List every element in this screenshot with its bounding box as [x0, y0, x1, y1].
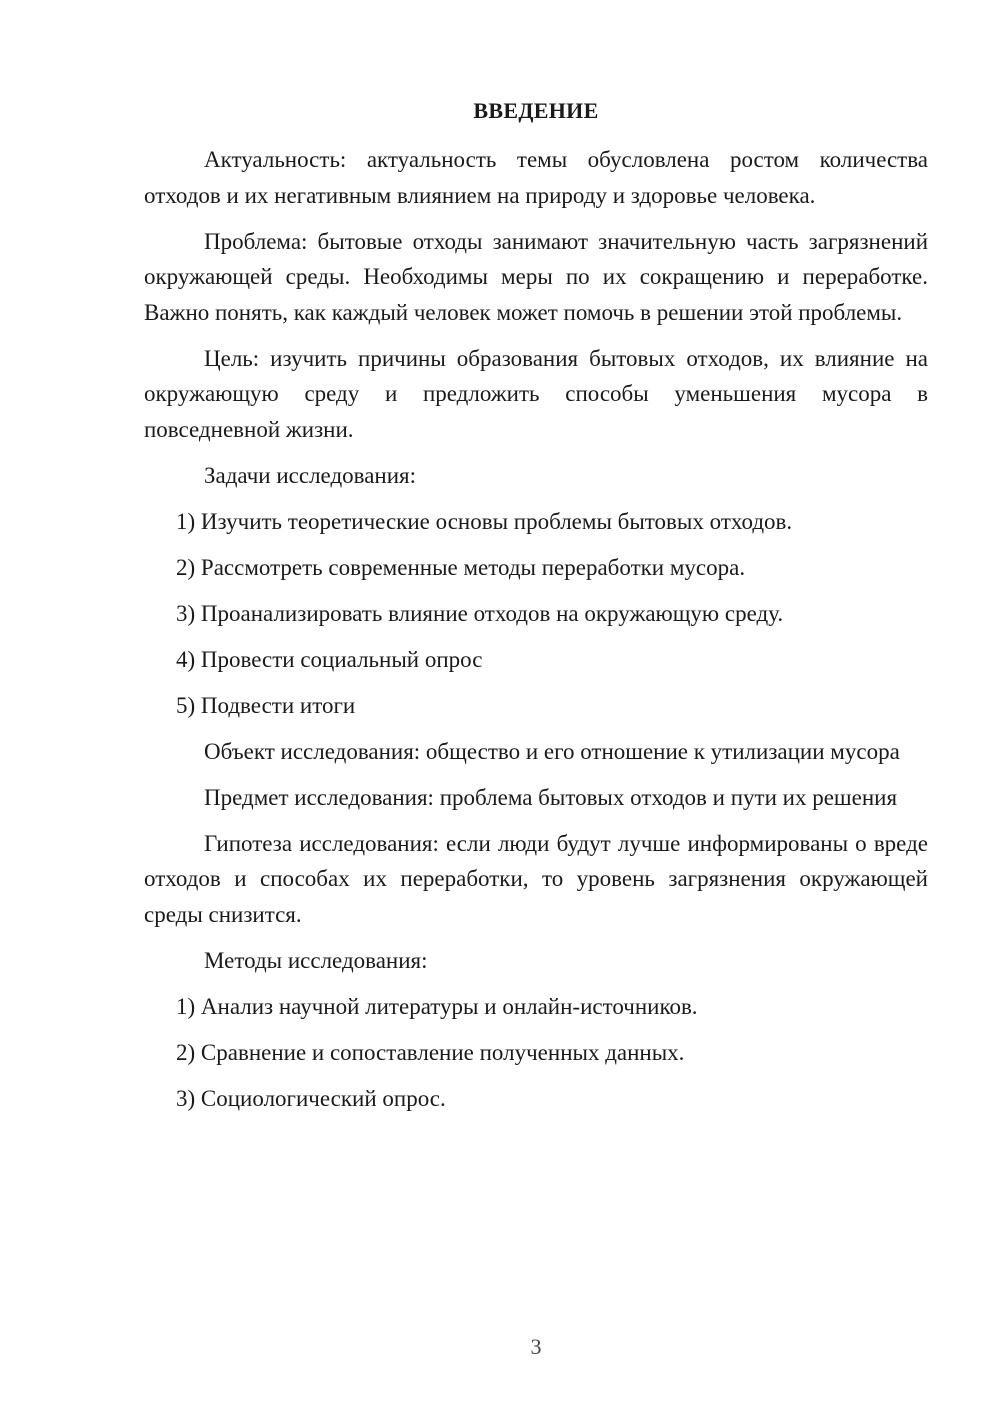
- page-title: ВВЕДЕНИЕ: [473, 98, 599, 123]
- paragraph-subject: Предмет исследования: проблема бытовых отходов и пути их решения: [204, 784, 898, 810]
- paragraph-tasks-heading: Задачи исследования:: [204, 462, 417, 488]
- list-item-method-2: 2) Сравнение и сопоставление полученных данных.: [176, 1039, 685, 1065]
- list-item-task-2: 2) Рассмотреть современные методы переработки мусора.: [176, 554, 746, 580]
- paragraph-problem: Проблема: бытовые отходы занимают значительную часть загрязнений окружающей среды. Необходимы меры по их сокращению и переработке. Важно понять, как каждый человек может помочь в решении этой проблемы.: [144, 228, 928, 325]
- paragraph-hypothesis: Гипотеза исследования: если люди будут лучше информированы о вреде отходов и способах их переработки, то уровень загрязнения окружающей среды снизится.: [144, 830, 928, 927]
- page-number: 3: [530, 1334, 542, 1359]
- list-item-task-4: 4) Провести социальный опрос: [176, 646, 483, 672]
- paragraph-goal: Цель: изучить причины образования бытовых отходов, их влияние на окружающую среду и предложить способы уменьшения мусора в повседневной жизни.: [144, 345, 928, 442]
- paragraph-methods-heading: Методы исследования:: [204, 947, 428, 973]
- list-item-task-5: 5) Подвести итоги: [176, 692, 356, 718]
- list-item-method-3: 3) Социологический опрос.: [176, 1085, 446, 1111]
- paragraph-object: Объект исследования: общество и его отношение к утилизации мусора: [204, 738, 900, 764]
- list-item-method-1: 1) Анализ научной литературы и онлайн-источников.: [176, 993, 698, 1019]
- document-body: [144, 142, 928, 1127]
- list-item-task-3: 3) Проанализировать влияние отходов на окружающую среду.: [176, 600, 784, 626]
- paragraph-relevance: Актуальность: актуальность темы обусловлена ростом количества отходов и их негативным влиянием на природу и здоровье человека.: [144, 147, 928, 208]
- list-item-task-1: 1) Изучить теоретические основы проблемы бытовых отходов.: [176, 508, 793, 534]
